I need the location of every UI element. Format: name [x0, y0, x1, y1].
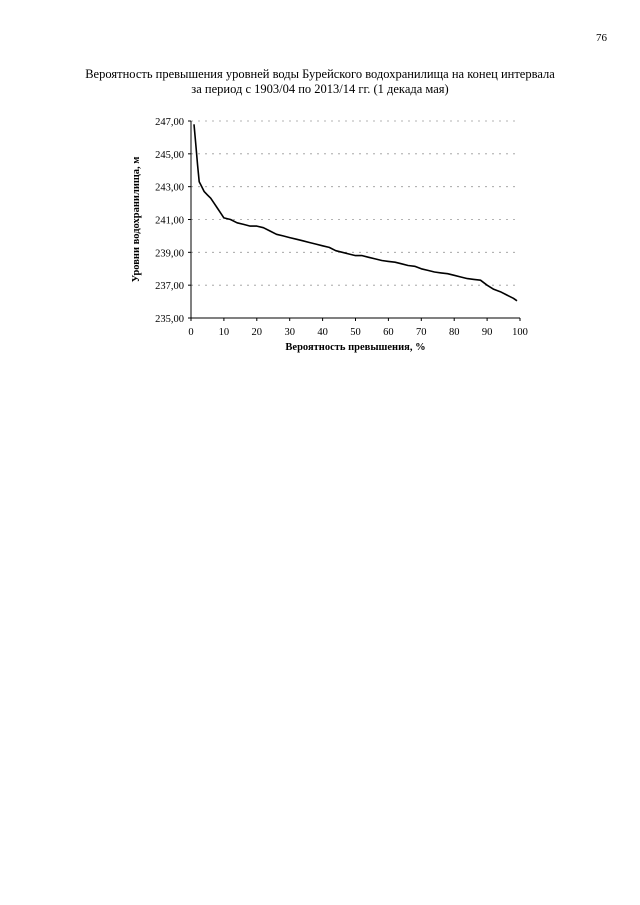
x-tick-label: 40 [317, 327, 328, 338]
chart-title-line-1: Вероятность превышения уровней воды Бурейского водохранилища на конец интервала [85, 67, 555, 81]
tick-labels [155, 117, 528, 338]
x-tick-label: 30 [284, 327, 295, 338]
x-tick-label: 100 [512, 327, 528, 338]
x-tick-label: 0 [188, 327, 194, 338]
page-number: 76 [596, 32, 607, 44]
x-tick-label: 50 [350, 327, 361, 338]
y-tick-label: 235,00 [155, 314, 184, 325]
grid-layer [191, 121, 520, 285]
series-layer [194, 124, 517, 300]
y-tick-label: 243,00 [155, 182, 184, 194]
series-line-0 [194, 124, 517, 300]
y-tick-label: 245,00 [155, 149, 184, 161]
x-tick-label: 60 [383, 327, 394, 338]
x-tick-label: 90 [481, 327, 493, 338]
x-tick-label: 20 [251, 327, 263, 338]
y-tick-label: 241,00 [155, 215, 184, 227]
x-tick-label: 70 [416, 327, 427, 338]
y-tick-label: 239,00 [155, 248, 184, 260]
y-tick-label: 247,00 [155, 117, 184, 128]
axis-layer [188, 121, 520, 321]
x-tick-label: 80 [448, 327, 460, 338]
y-tick-label: 237,00 [155, 281, 184, 293]
chart-title-line-2: за период с 1903/04 по 2013/14 гг. (1 декада мая) [191, 82, 449, 96]
x-tick-label: 10 [218, 327, 230, 338]
x-axis-label: Вероятность превышения, % [285, 342, 426, 353]
y-axis-label: Уровни водохранилища, м [131, 156, 142, 283]
